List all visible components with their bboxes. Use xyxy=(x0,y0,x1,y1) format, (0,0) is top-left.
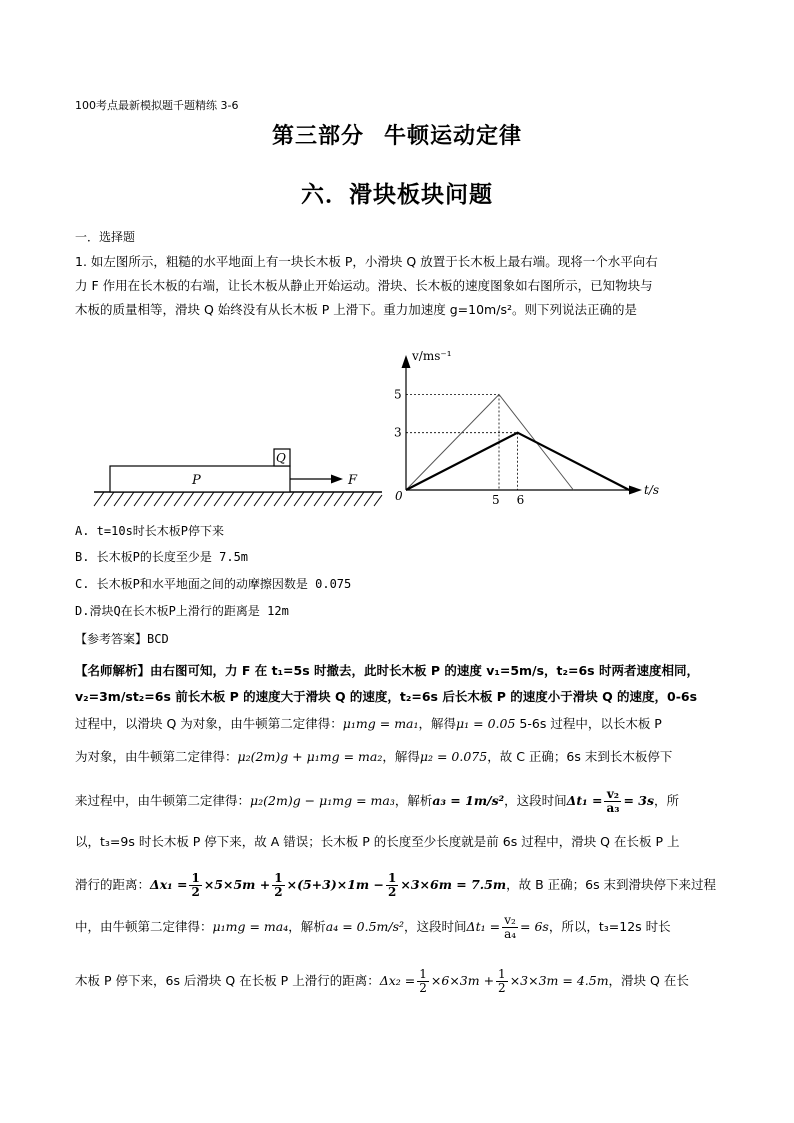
analysis-text: ，所 xyxy=(654,793,680,808)
analysis-text: ，解得 xyxy=(418,716,457,731)
question-stem xyxy=(75,250,725,322)
formula: μ₁mg = ma₄ xyxy=(212,919,289,934)
x-tick-label: 5 xyxy=(492,493,500,507)
analysis-text: 中，由牛顿第二定律得： xyxy=(75,919,213,934)
formula: Δt₁ = xyxy=(466,919,501,934)
option-b: B. 长木板P的长度至少是 7.5m xyxy=(75,550,249,564)
fraction xyxy=(502,914,518,941)
formula: = 6s xyxy=(520,919,549,934)
analysis-line xyxy=(75,872,723,899)
analysis-text: 滑行的距离： xyxy=(75,877,151,892)
question-line: 1. 如左图所示，粗糙的水平地面上有一块长木板 P，小滑块 Q 放置于长木板上最右端。现将一个水平向右 xyxy=(75,254,658,269)
formula: a₃ = 1m/s² xyxy=(432,793,505,808)
numerator: 1 xyxy=(274,871,283,885)
force-label: F xyxy=(348,473,358,488)
denominator: 2 xyxy=(191,885,200,899)
analysis-line: 以，t₃=9s 时长木板 P 停下来，故 A 错误；长木板 P 的长度至少长度就是前 6s 过程中，滑块 Q 在长板 P 上 xyxy=(75,834,680,849)
question-line: 力 F 作用在长木板的右端，让长木板从静止开始运动。滑块、长木板的速度图象如右图所示，已知物块与 xyxy=(75,278,653,293)
numerator: 1 xyxy=(419,967,427,981)
formula: ×6×3m + xyxy=(430,973,495,988)
velocity-time-chart xyxy=(390,340,660,515)
formula: μ₁ = 0.05 xyxy=(456,716,516,731)
denominator: 2 xyxy=(388,885,397,899)
formula: μ₂(2m)g + μ₁mg = ma₂ xyxy=(237,749,383,764)
y-tick-label: 5 xyxy=(394,387,402,402)
x-axis-label: t/s xyxy=(644,483,660,497)
formula: Δx₂ = xyxy=(379,973,416,988)
option-a: A. t=10s时长木板P停下来 xyxy=(75,524,225,538)
series-1-line xyxy=(406,395,573,491)
option-d: D.滑块Q在长木板P上滑行的距离是 12m xyxy=(75,604,289,618)
formula: ×5×5m + xyxy=(203,877,271,892)
force-arrowhead xyxy=(331,475,343,484)
x-axis-arrowhead xyxy=(629,486,642,495)
formula: μ₂ = 0.075 xyxy=(419,749,488,764)
formula: Δt₁ = xyxy=(566,793,603,808)
page-header: 100考点最新模拟题千题精练 3-6 xyxy=(75,99,239,112)
analysis-text: ，故 B 正确；6s 末到滑块停下来过程 xyxy=(506,877,717,892)
analysis-line xyxy=(75,914,723,941)
analysis-text: 5-6s 过程中，以长木板 P xyxy=(515,716,662,731)
chapter-name: 牛顿运动定律 xyxy=(384,124,523,149)
y-axis-label: v/ms⁻¹ xyxy=(412,349,452,363)
fraction xyxy=(272,872,284,899)
formula: Δx₁ = xyxy=(150,877,188,892)
fraction xyxy=(417,968,429,995)
formula: = 3s xyxy=(623,793,655,808)
analysis-text: ，这段时间 xyxy=(404,919,467,934)
numerator: v₂ xyxy=(502,914,518,928)
formula: ×3×6m = 7.5m xyxy=(400,877,507,892)
denominator: 2 xyxy=(274,885,283,899)
denominator: a₄ xyxy=(504,927,517,941)
origin-label: 0 xyxy=(395,489,403,503)
formula: μ₁mg = ma₁ xyxy=(342,716,419,731)
analysis-text: ，解析 xyxy=(288,919,326,934)
numerator: 1 xyxy=(498,967,506,981)
analysis-line xyxy=(75,716,723,732)
denominator: 2 xyxy=(419,981,427,995)
y-axis-arrowhead xyxy=(402,355,411,368)
fraction xyxy=(604,788,621,815)
question-type-heading: 一．选择题 xyxy=(75,230,136,244)
formula: ×3×3m = 4.5m xyxy=(509,973,609,988)
block-q-label: Q xyxy=(276,451,286,465)
y-tick-label: 3 xyxy=(394,425,402,440)
analysis-text: 木板 P 停下来，6s 后滑块 Q 在长板 P 上滑行的距离： xyxy=(75,973,380,988)
formula: μ₂(2m)g − μ₁mg = ma₃ xyxy=(250,793,395,808)
numerator: 1 xyxy=(191,871,200,885)
board-p-label: P xyxy=(192,473,201,488)
reference-answer: 【参考答案】BCD xyxy=(75,632,169,646)
analysis-text: ，这段时间 xyxy=(504,793,567,808)
denominator: a₃ xyxy=(606,801,620,815)
numerator: v₂ xyxy=(604,788,621,802)
analysis-line xyxy=(75,749,723,765)
analysis-text: 过程中，以滑块 Q 为对象，由牛顿第二定律得： xyxy=(75,716,343,731)
analysis-text: 为对象，由牛顿第二定律得： xyxy=(75,749,238,764)
analysis-line xyxy=(75,968,723,995)
chapter-part: 第三部分 xyxy=(271,124,364,149)
analysis-line: v₂=3m/st₂=6s 前长木板 P 的速度大于滑块 Q 的速度，t₂=6s 后长木板 P 的速度小于滑块 Q 的速度，0-6s xyxy=(75,689,698,704)
denominator: 2 xyxy=(498,981,506,995)
board-block-figure xyxy=(90,440,390,515)
analysis-text: 来过程中，由牛顿第二定律得： xyxy=(75,793,251,808)
analysis-text: ，解析 xyxy=(394,793,433,808)
ground-hatching xyxy=(94,492,382,506)
section-title: 六．滑块板块问题 xyxy=(301,182,493,208)
option-c: C. 长木板P和水平地面之间的动摩擦因数是 0.075 xyxy=(75,577,352,591)
chapter-title xyxy=(0,119,794,150)
question-line: 木板的质量相等，滑块 Q 始终没有从长木板 P 上滑下。重力加速度 g=10m/s²。则下列说法正确的是 xyxy=(75,302,637,317)
analysis-line: 【名师解析】由右图可知，力 F 在 t₁=5s 时撤去，此时长木板 P 的速度 v₁=5m/s，t₂=6s 时两者速度相同， xyxy=(75,663,699,678)
analysis-text: ，滑块 Q 在长 xyxy=(608,973,689,988)
fraction xyxy=(189,872,201,899)
x-tick-label: 6 xyxy=(516,493,525,507)
numerator: 1 xyxy=(388,871,397,885)
analysis-text: ，解得 xyxy=(382,749,420,764)
fraction xyxy=(386,872,398,899)
analysis-line xyxy=(75,788,723,815)
analysis-text: ，所以，t₃=12s 时长 xyxy=(548,919,671,934)
analysis-text: ，故 C 正确；6s 末到长木板停下 xyxy=(487,749,673,764)
fraction xyxy=(496,968,508,995)
formula: a₄ = 0.5m/s² xyxy=(325,919,405,934)
formula: ×(5+3)×1m − xyxy=(286,877,384,892)
